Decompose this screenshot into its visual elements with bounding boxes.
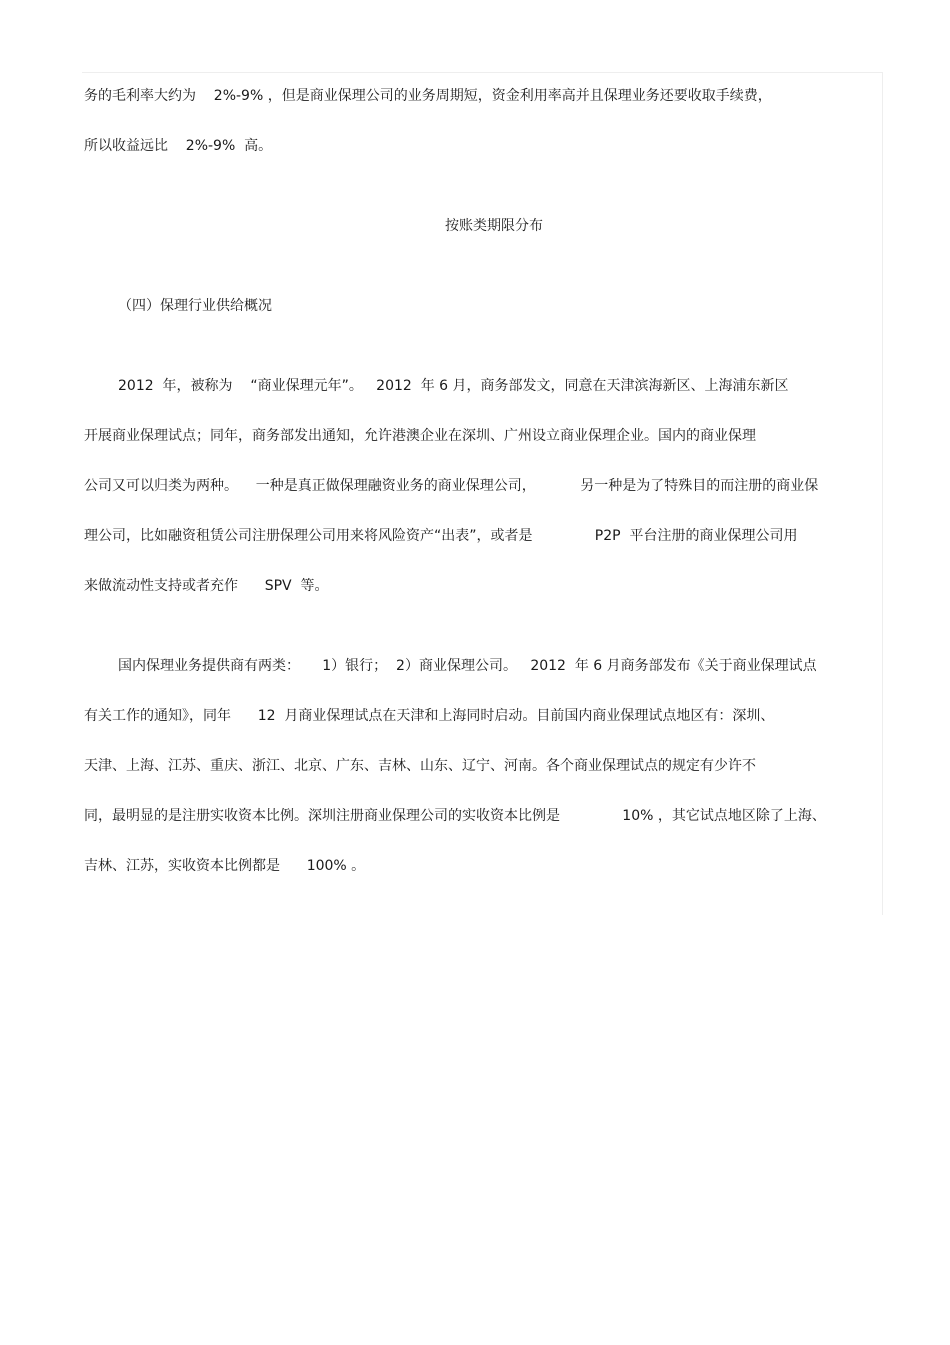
paragraph-line-11: 同，最明显的是注册实收资本比例。深圳注册商业保理公司的实收资本比例是 10% ，其它试点地区除了上海、 — [84, 808, 826, 824]
paragraph-line-10: 天津、上海、江苏、重庆、浙江、北京、广东、吉林、山东、辽宁、河南。各个商业保理试点的规定有少许不 — [84, 758, 756, 774]
section-heading: （四）保理行业供给概况 — [118, 298, 272, 314]
paragraph-line-9: 有关工作的通知》，同年 12 月商业保理试点在天津和上海同时启动。目前国内商业保理试点地区有：深圳、 — [84, 708, 775, 724]
paragraph-line-2: 所以收益远比 2%-9% 高。 — [84, 138, 273, 154]
paragraph-line-8: 国内保理业务提供商有两类： 1）银行； 2）商业保理公司。 2012 年 6 月商务部发布《关于商业保理试点 — [118, 658, 817, 674]
paragraph-line-7: 来做流动性支持或者充作 SPV 等。 — [84, 578, 329, 594]
paragraph-line-3: 2012 年，被称为 “商业保理元年”。 2012 年 6 月，商务部发文，同意在天津滨海新区、上海浦东新区 — [118, 378, 789, 394]
paragraph-line-12: 吉林、江苏，实收资本比例都是 100% 。 — [84, 858, 366, 874]
paragraph-line-5: 公司又可以归类为两种。 一种是真正做保理融资业务的商业保理公司， 另一种是为了特殊目的而注册的商业保 — [84, 478, 819, 494]
chart-caption: 按账类期限分布 — [445, 218, 543, 234]
paragraph-line-4: 开展商业保理试点；同年，商务部发出通知，允许港澳企业在深圳、广州设立商业保理企业。国内的商业保理 — [84, 428, 756, 444]
paragraph-line-6: 理公司，比如融资租赁公司注册保理公司用来将风险资产“出表”，或者是 P2P 平台注册的商业保理公司用 — [84, 528, 798, 544]
paragraph-line-1: 务的毛利率大约为 2%-9% ，但是商业保理公司的业务周期短，资金利用率高并且保理业务还要收取手续费， — [84, 88, 772, 104]
